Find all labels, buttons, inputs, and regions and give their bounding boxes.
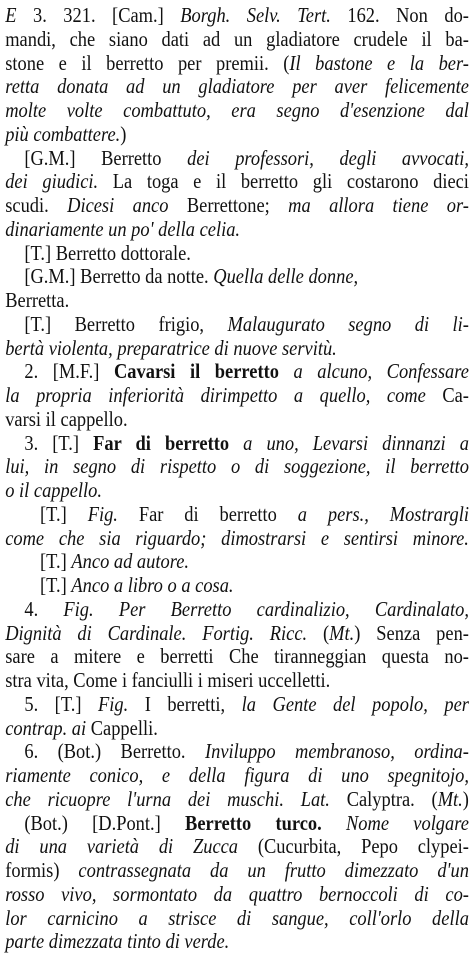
text-line: [G.M.] Berretto da notte. Quella delle donne,	[24, 264, 359, 289]
text-line: rosso vivo, sormontato da quattro bernoccoli di co-	[5, 881, 469, 906]
text-line: 5. [T.] Fig. I berretti, la Gente del popolo, per	[24, 691, 469, 716]
text-line: (Bot.) [D.Pont.] Berretto turco. Nome volgare	[24, 810, 469, 835]
text-line: dei giudici. La toga e il berretto gli costarono dieci	[5, 169, 469, 194]
text-line: [T.] Berretto frigio, Malaugurato segno di li-	[24, 311, 469, 336]
text-line: dinariamente un po' della celia.	[5, 216, 241, 241]
text-line: 6. (Bot.) Berretto. Inviluppo membranoso, ordina-	[24, 739, 469, 764]
text-line: contrap. ai Cappelli.	[5, 715, 158, 740]
text-line: [T.] Anco ad autore.	[40, 549, 189, 574]
text-line: molte volte combattuto, era segno d'esenzione dal	[5, 98, 469, 122]
text-line: 3. [T.] Far di berretto a uno, Levarsi dinnanzi a	[24, 430, 469, 455]
text-line: E 3. 321. [Cam.] Borgh. Selv. Tert. 162. Non do-	[5, 3, 469, 27]
text-line: come che sia riguardo; dimostrarsi e sentirsi minore.	[5, 525, 469, 550]
text-line: stra vita, Come i fanciulli i miseri uccelletti.	[5, 668, 331, 692]
text-line: parte dimezzata tinto di verde.	[5, 929, 230, 954]
text-line: lui, in segno di rispetto o di soggezione, il berretto	[5, 454, 469, 479]
text-line: sare a mitere e berretti Che tiranneggian questa no-	[5, 644, 469, 669]
text-line: scudi. Dicesi anco Berrettone; ma allora tiene or-	[5, 193, 469, 217]
text-line: 4. Fig. Per Berretto cardinalizio, Cardinalato,	[24, 596, 469, 621]
text-line: Dignità di Cardinale. Fortig. Ricc. (Mt.) Senza pen-	[5, 620, 469, 645]
text-line: mandi, che siano dati ad un gladiatore crudele il ba-	[5, 26, 469, 51]
text-line: 2. [M.F.] Cavarsi il berretto a alcuno, Confessare	[24, 359, 469, 384]
text-line: riamente conico, e della figura di uno spegnitojo,	[5, 763, 469, 787]
text-line: [G.M.] Berretto dei professori, degli avvocati,	[24, 145, 469, 170]
text-line: stone e il berretto per premii. (Il bastone e la ber-	[5, 50, 469, 75]
text-line: o il cappello.	[5, 478, 102, 502]
text-line: formis) contrassegnata da un frutto dimezzato d'un	[5, 858, 469, 882]
text-line: [T.] Anco a libro o a cosa.	[40, 573, 234, 597]
text-line: lor carnicino a strisce di sangue, coll'orlo della	[5, 905, 469, 930]
text-line: più combattere.)	[5, 121, 127, 146]
text-line: la propria inferiorità dirimpetto a quello, come Ca-	[5, 383, 469, 407]
text-line: Berretta.	[5, 288, 70, 312]
text-line: varsi il cappello.	[5, 406, 128, 431]
text-line: [T.] Berretto dottorale.	[24, 240, 191, 265]
text-line: che ricuopre l'urna dei muschi. Lat. Calyptra. (Mt.)	[5, 786, 469, 811]
text-line: retta donata ad un gladiatore per aver felicemente	[5, 74, 469, 99]
text-line: bertà violenta, preparatrice di nuove servitù.	[5, 335, 337, 360]
text-line: di una varietà di Zucca (Cucurbita, Pepo clypei-	[5, 834, 469, 859]
text-line: [T.] Fig. Far di berretto a pers., Mostrargli	[40, 501, 469, 526]
